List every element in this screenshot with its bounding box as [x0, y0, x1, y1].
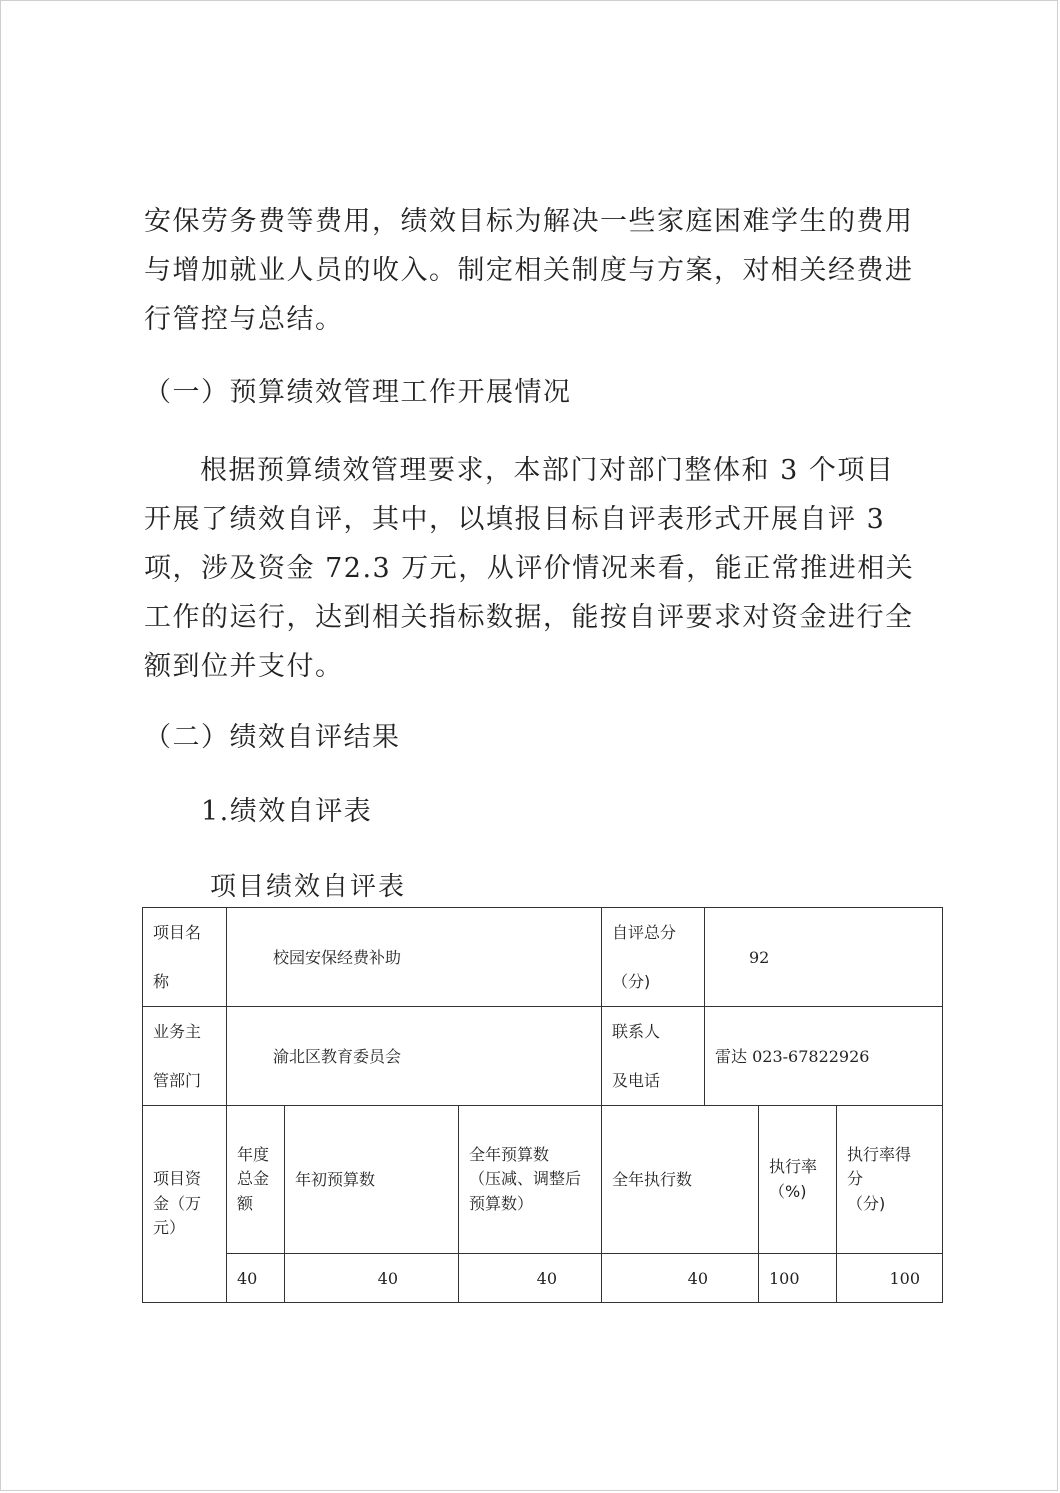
- score-total-label: 自评总分 （分): [602, 908, 705, 1007]
- heading-budget-management: （一）预算绩效管理工作开展情况: [144, 377, 572, 408]
- score-total-value: 92: [705, 908, 943, 1007]
- project-name-label: 项目名 称: [143, 908, 227, 1007]
- heading-evaluation-results: （二）绩效自评结果: [144, 722, 401, 753]
- annual-total-header: 年度 总金 额: [227, 1106, 285, 1254]
- full-year-execution-header: 全年执行数: [602, 1106, 759, 1254]
- department-label: 业务主 管部门: [143, 1007, 227, 1106]
- execution-rate-header: 执行率 （%): [759, 1106, 837, 1254]
- project-name-value: 校园安保经费补助: [227, 908, 602, 1007]
- initial-budget-value: 40: [285, 1254, 459, 1303]
- table-row-department: [143, 1007, 943, 1106]
- full-year-execution-value: 40: [602, 1254, 759, 1303]
- execution-rate-value: 100: [759, 1254, 837, 1303]
- initial-budget-header: 年初预算数: [285, 1106, 459, 1254]
- execution-score-value: 100: [837, 1254, 943, 1303]
- table-row-project-name: [143, 908, 943, 1007]
- contact-value: 雷达 023-67822926: [705, 1007, 943, 1106]
- paragraph-budget-goal: 安保劳务费等费用，绩效目标为解决一些家庭困难学生的费用与增加就业人员的收入。制定相关制度与方案，对相关经费进行管控与总结。: [144, 206, 914, 335]
- table-row-funds-values: [143, 1254, 943, 1303]
- paragraph-self-evaluation: 根据预算绩效管理要求，本部门对部门整体和 3 个项目开展了绩效自评，其中，以填报目标自评表形式开展自评 3 项，涉及资金 72.3 万元，从评价情况来看，能正常推进相关工作的运行，达到相关指标数据，能按自评要求对资金进行全额到位并支付。: [144, 455, 915, 682]
- evaluation-table: [142, 907, 943, 1303]
- full-year-budget-header: 全年预算数 （压减、调整后 预算数）: [459, 1106, 602, 1254]
- department-value: 渝北区教育委员会: [227, 1007, 602, 1106]
- contact-label: 联系人 及电话: [602, 1007, 705, 1106]
- project-funds-label: 项目资 金（万 元）: [143, 1106, 227, 1303]
- table-row-funds-header: [143, 1106, 943, 1254]
- execution-score-header: 执行率得 分 （分): [837, 1106, 943, 1254]
- table-title: 项目绩效自评表: [210, 872, 407, 902]
- full-year-budget-value: 40: [459, 1254, 602, 1303]
- subheading-evaluation-table: 1.绩效自评表: [201, 796, 373, 827]
- annual-total-value: 40: [227, 1254, 285, 1303]
